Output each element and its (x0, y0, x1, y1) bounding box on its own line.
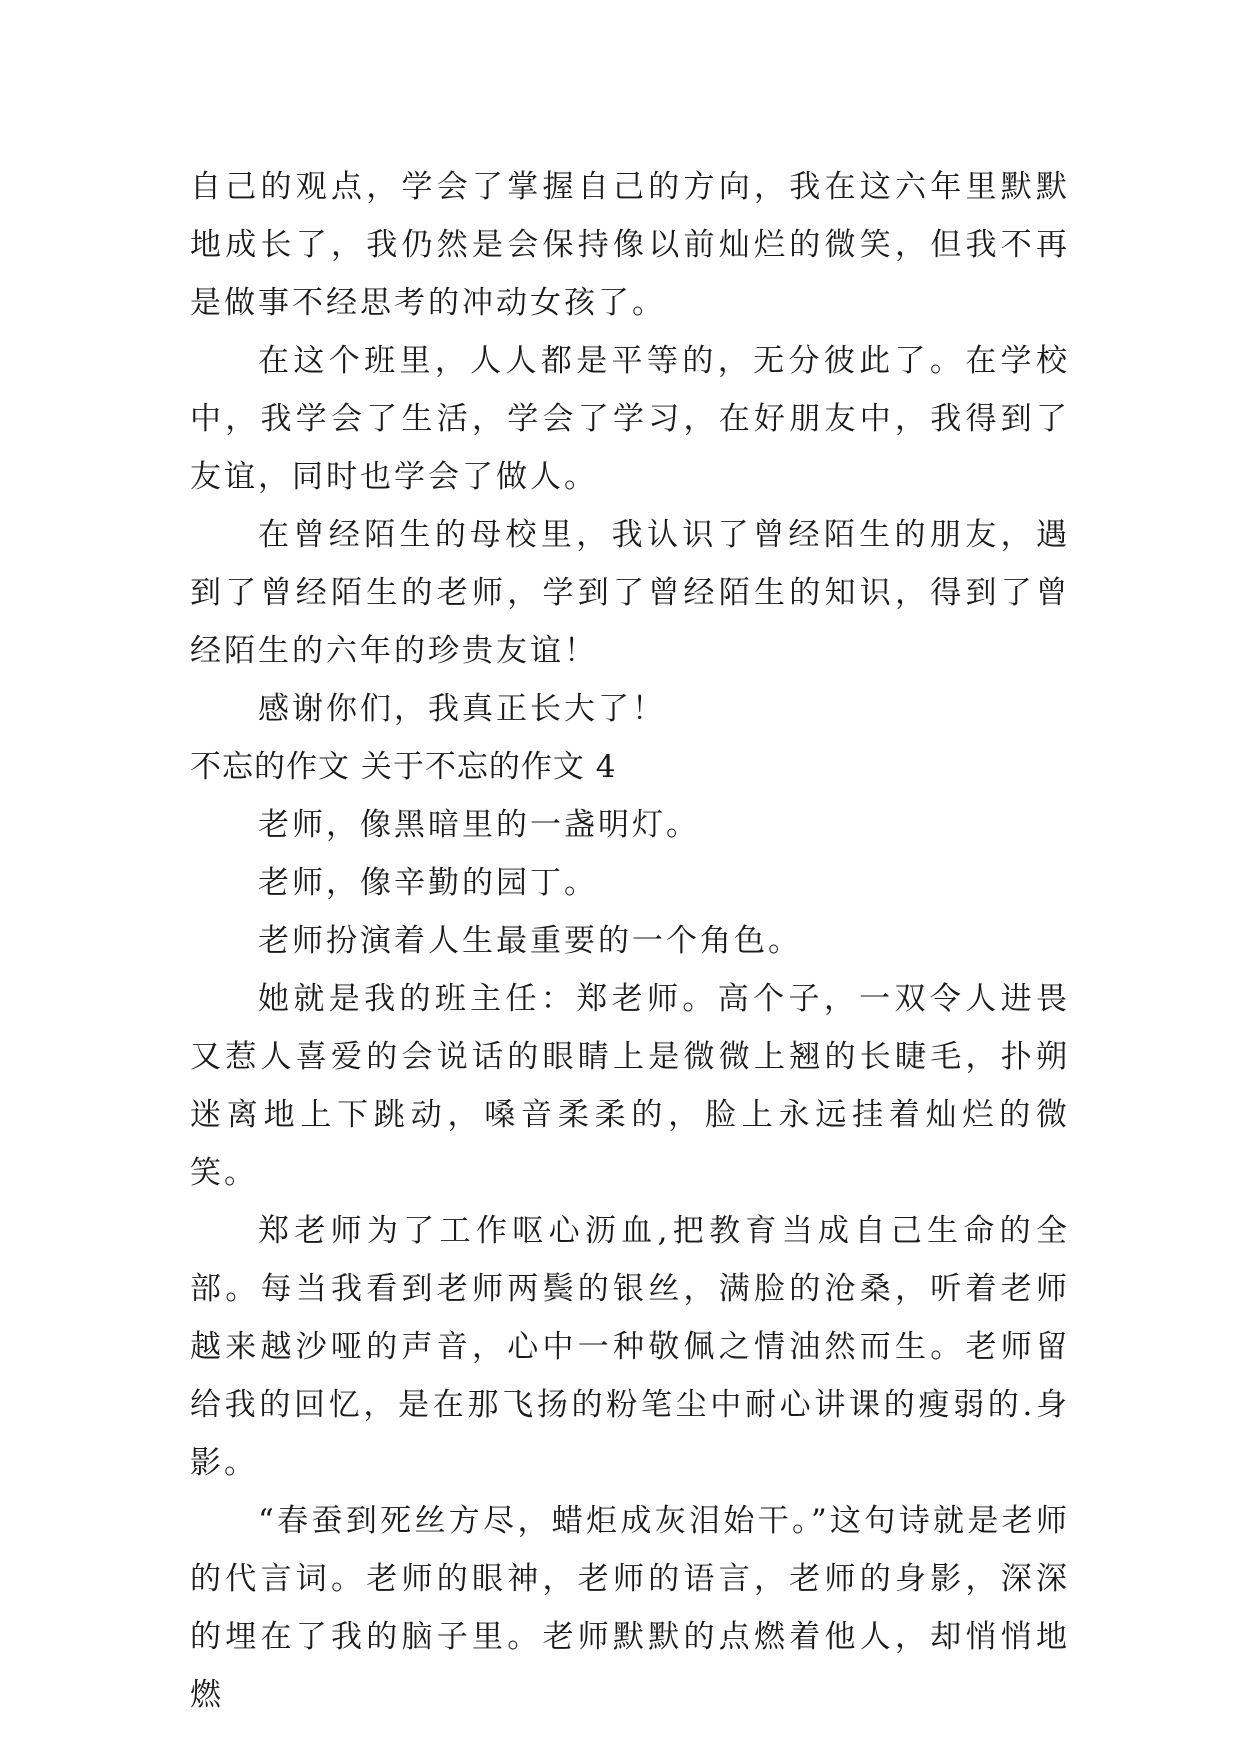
paragraph-8: 她就是我的班主任：郑老师。高个子，一双令人进畏又惹人喜爱的会说话的眼睛上是微微上翘的长睫毛，扑朔迷离地上下跳动，嗓音柔柔的，脸上永远挂着灿烂的微笑。 (190, 981, 1070, 1191)
paragraph-7: 老师扮演着人生最重要的一个角色。 (258, 923, 802, 959)
paragraph-1: 自己的观点，学会了掌握自己的方向，我在这六年里默默地成长了，我仍然是会保持像以前灿烂的微笑，但我不再是做事不经思考的冲动女孩了。 (190, 169, 1070, 321)
paragraph-9: 郑老师为了工作呕心沥血,把教育当成自己生命的全部。每当我看到老师两鬓的银丝，满脸的沧桑，听着老师越来越沙哑的声音，心中一种敬佩之情油然而生。老师留给我的回忆，是在那飞扬的粉笔尘中耐心讲课的瘦弱的.身影。 (190, 1213, 1070, 1481)
paragraph-4: 感谢你们，我真正长大了！ (258, 691, 666, 727)
section-heading: 不忘的作文 关于不忘的作文 4 (190, 749, 617, 785)
paragraph-5: 老师，像黑暗里的一盏明灯。 (258, 807, 700, 843)
paragraph-10: “春蚕到死丝方尽，蜡炬成灰泪始干。”这句诗就是老师的代言词。老师的眼神，老师的语言，老师的身影，深深的埋在了我的脑子里。老师默默的点燃着他人，却悄悄地燃 (190, 1503, 1070, 1713)
document-body (190, 158, 1070, 1724)
paragraph-6: 老师，像辛勤的园丁。 (258, 865, 598, 901)
paragraph-2: 在这个班里，人人都是平等的，无分彼此了。在学校中，我学会了生活，学会了学习，在好朋友中，我得到了友谊，同时也学会了做人。 (190, 343, 1070, 495)
paragraph-3: 在曾经陌生的母校里，我认识了曾经陌生的朋友，遇到了曾经陌生的老师，学到了曾经陌生的知识，得到了曾经陌生的六年的珍贵友谊！ (190, 517, 1070, 669)
